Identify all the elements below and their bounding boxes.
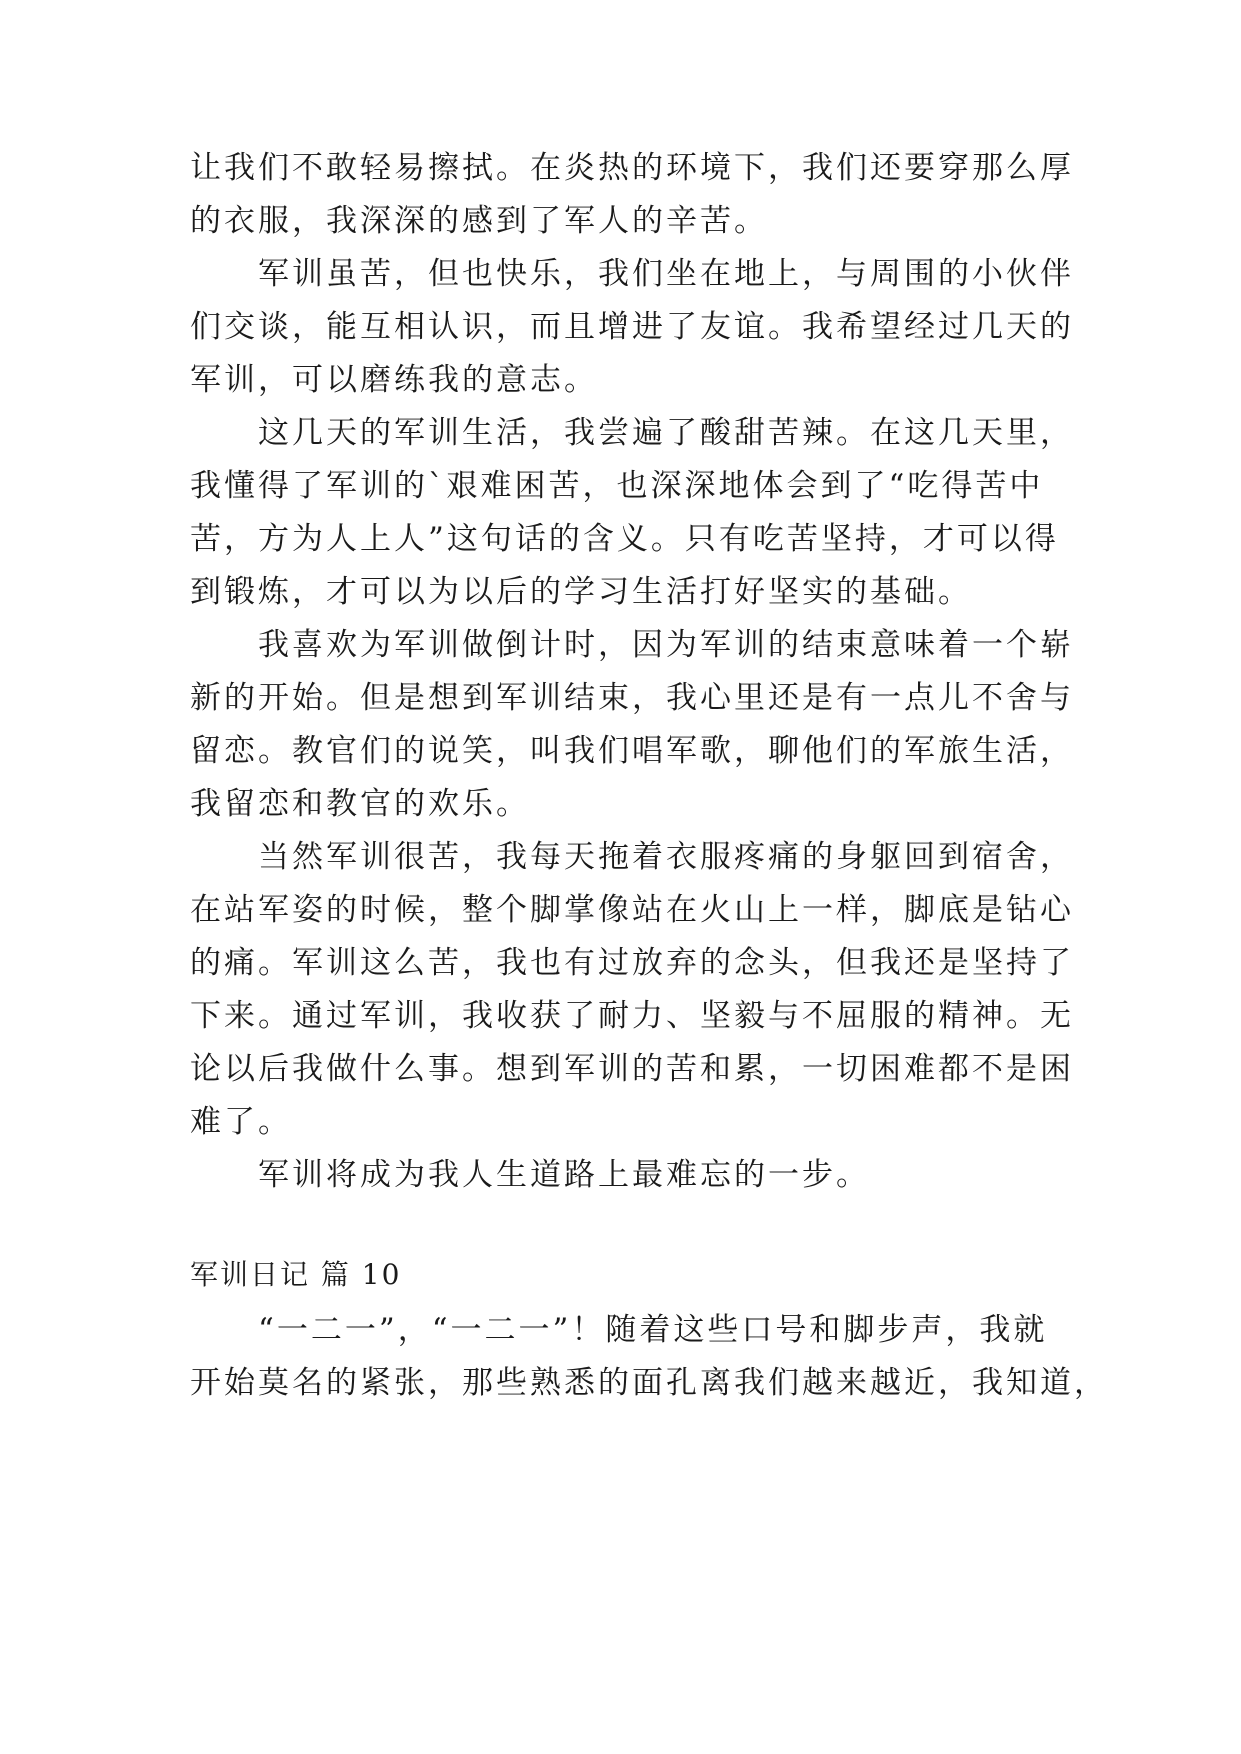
section-heading: 军训日记 篇 10 <box>190 1258 402 1291</box>
paragraph-line: 军训，可以磨练我的意志。 <box>190 362 598 398</box>
paragraph-line: 论以后我做什么事。想到军训的苦和累，一切困难都不是困 <box>190 1051 1074 1087</box>
paragraph-line: 开始莫名的紧张，那些熟悉的面孔离我们越来越近，我知道， <box>190 1365 1108 1401</box>
paragraph-line: 下来。通过军训，我收获了耐力、坚毅与不屈服的精神。无 <box>190 998 1074 1034</box>
paragraph-line: 难了。 <box>190 1104 292 1140</box>
paragraph-line: 当然军训很苦，我每天拖着衣服疼痛的身躯回到宿舍， <box>190 839 1074 875</box>
paragraph-line: “一二一”，“一二一”！随着这些口号和脚步声，我就 <box>190 1312 1048 1348</box>
paragraph-line: 我留恋和教官的欢乐。 <box>190 786 530 822</box>
paragraph-line: 苦，方为人上人”这句话的含义。只有吃苦坚持，才可以得 <box>190 521 1059 557</box>
paragraph-line: 这几天的军训生活，我尝遍了酸甜苦辣。在这几天里， <box>190 415 1074 451</box>
paragraph-line: 新的开始。但是想到军训结束，我心里还是有一点儿不舍与 <box>190 680 1074 716</box>
paragraph-line: 留恋。教官们的说笑，叫我们唱军歌，聊他们的军旅生活， <box>190 733 1074 769</box>
paragraph-line: 们交谈，能互相认识，而且增进了友谊。我希望经过几天的 <box>190 309 1074 345</box>
paragraph-line: 军训将成为我人生道路上最难忘的一步。 <box>190 1157 870 1193</box>
paragraph-line: 我懂得了军训的`艰难困苦，也深深地体会到了“吃得苦中 <box>190 468 1044 504</box>
paragraph-line: 的痛。军训这么苦，我也有过放弃的念头，但我还是坚持了 <box>190 945 1074 981</box>
paragraph-line: 军训虽苦，但也快乐，我们坐在地上，与周围的小伙伴 <box>190 256 1074 292</box>
paragraph-line: 让我们不敢轻易擦拭。在炎热的环境下，我们还要穿那么厚 <box>190 150 1074 186</box>
paragraph-line: 到锻炼，才可以为以后的学习生活打好坚实的基础。 <box>190 574 972 610</box>
paragraph-line: 的衣服，我深深的感到了军人的辛苦。 <box>190 203 768 239</box>
paragraph-line: 在站军姿的时候，整个脚掌像站在火山上一样，脚底是钻心 <box>190 892 1074 928</box>
paragraph-line: 我喜欢为军训做倒计时，因为军训的结束意味着一个崭 <box>190 627 1074 663</box>
